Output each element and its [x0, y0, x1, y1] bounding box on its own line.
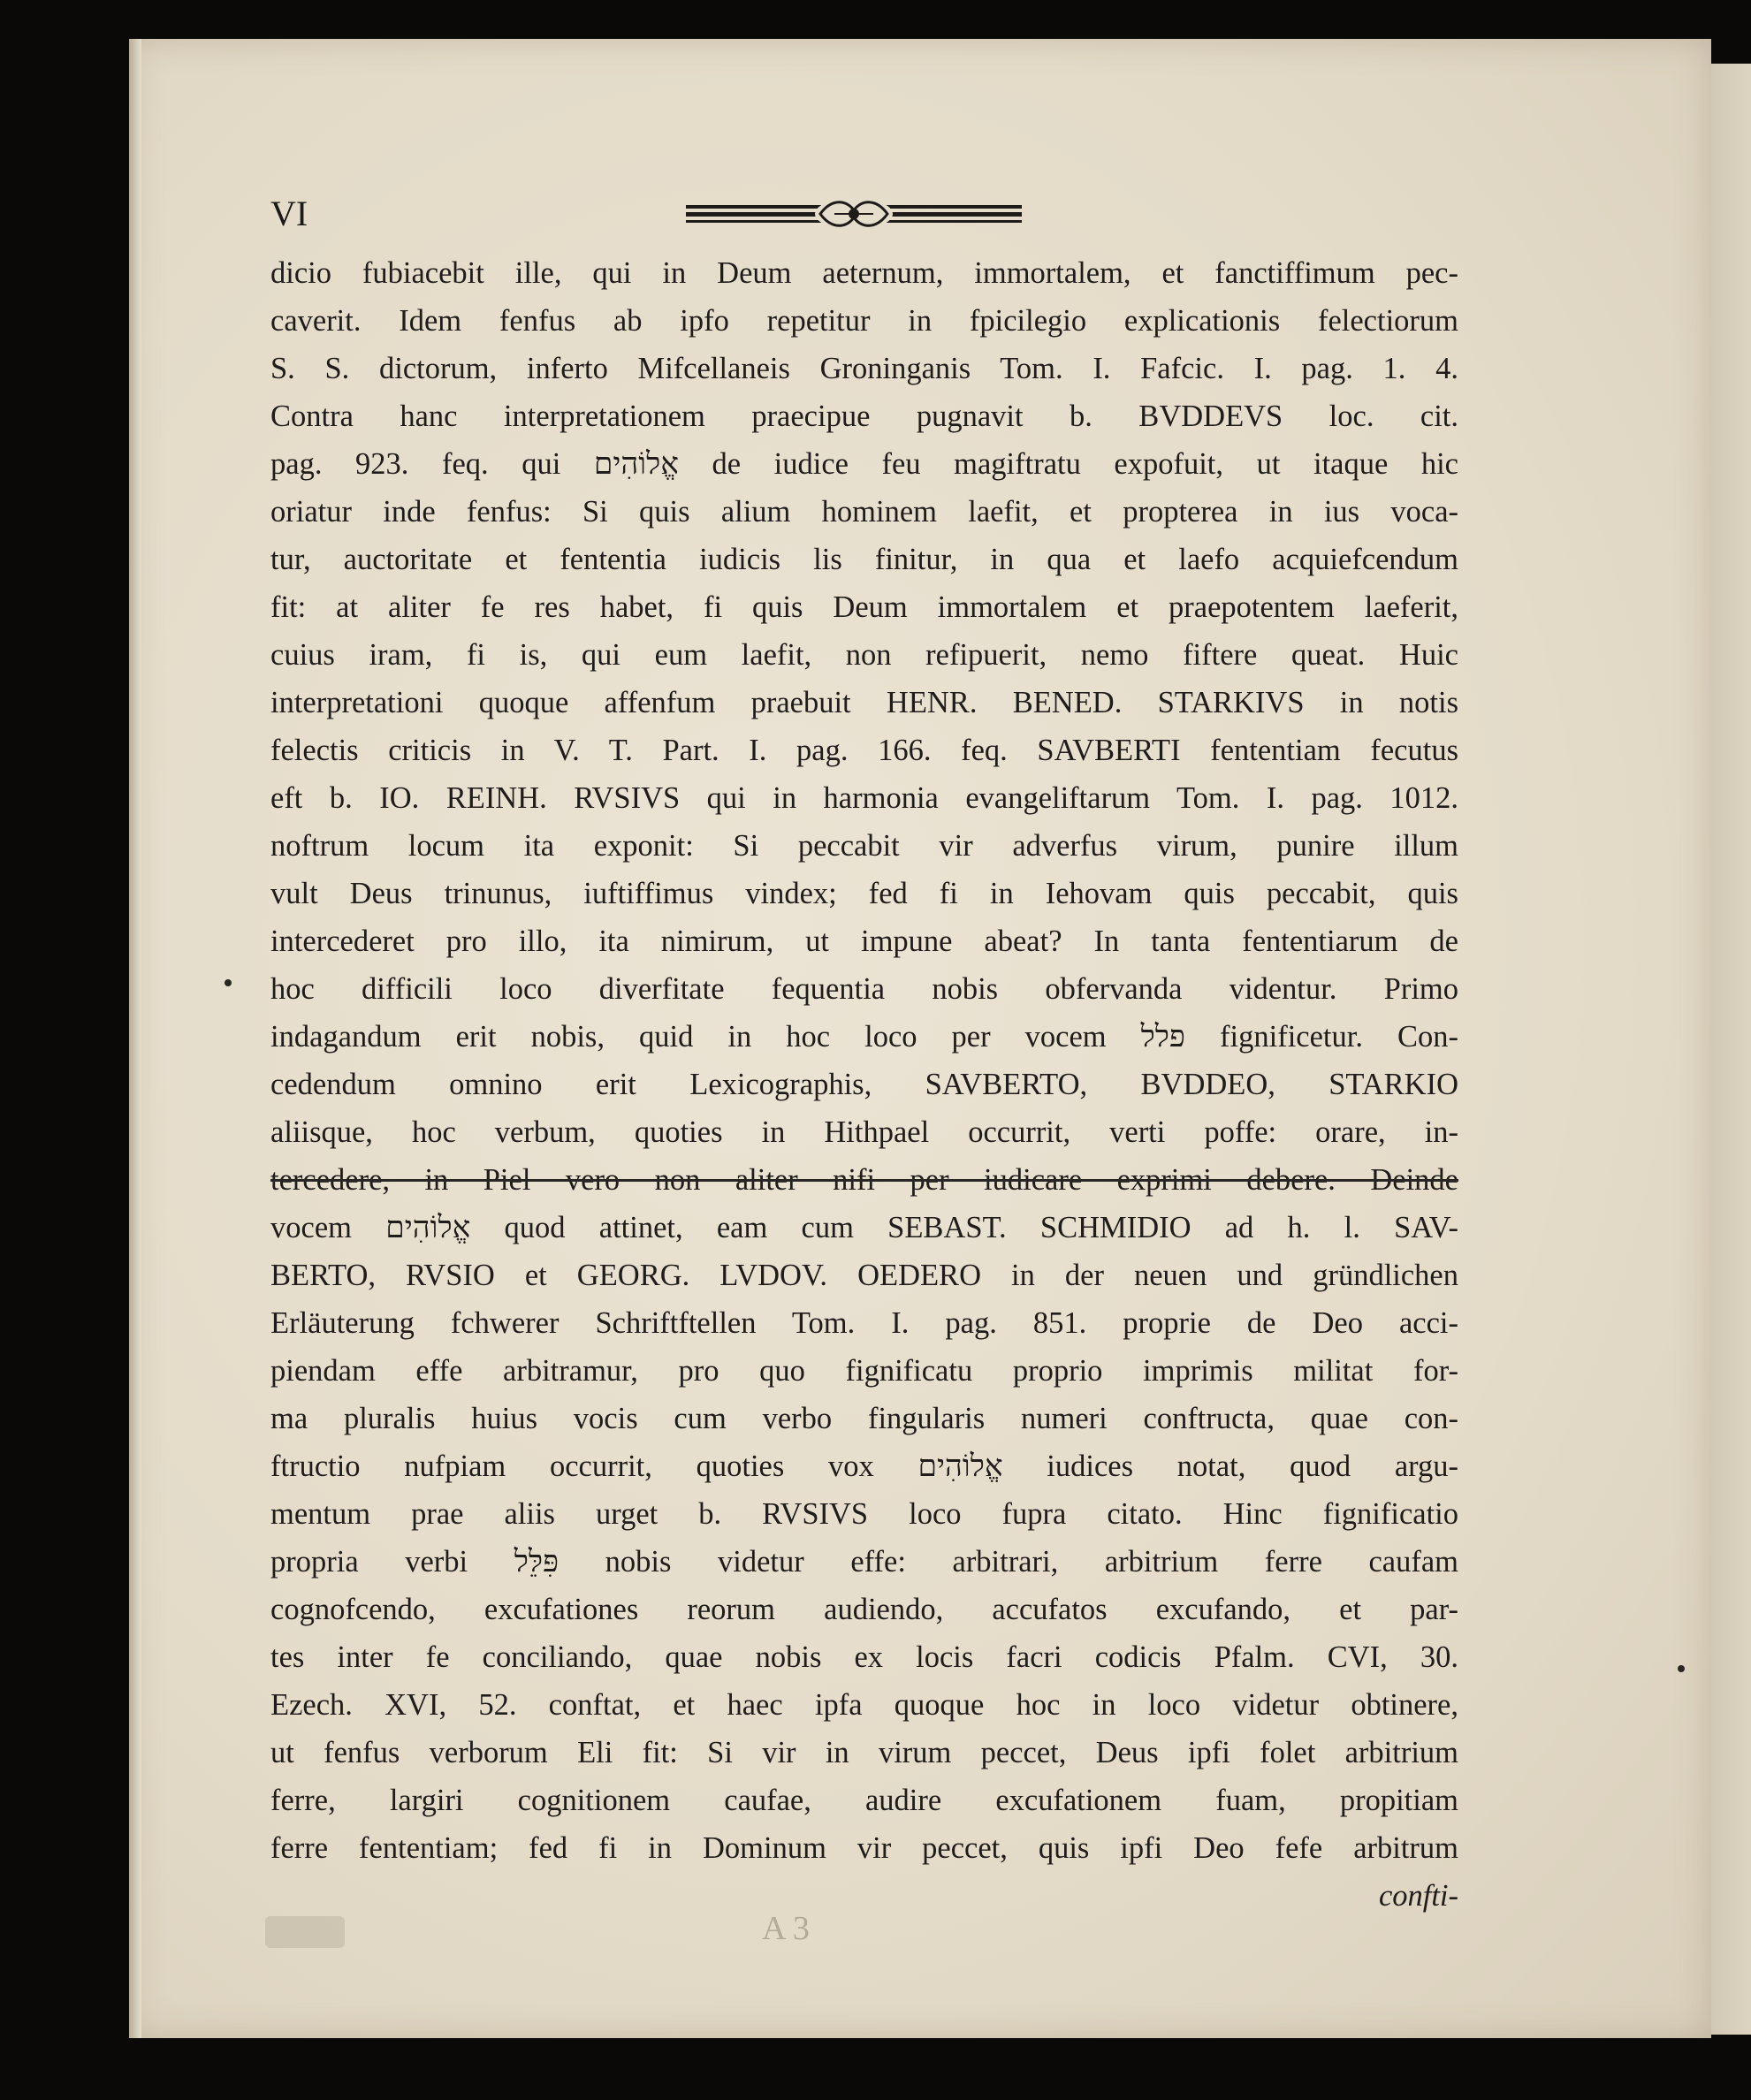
- catchword-line: [270, 1872, 1458, 1920]
- text-line: vocem אֱלוֹהִים quod attinet, eam cum SEBAST. SCHMIDIO ad h. l. SAV-: [270, 1211, 1458, 1244]
- library-stamp: [265, 1916, 345, 1948]
- text-line: mentum prae aliis urget b. RVSIVS loco fupra citato. Hinc fignificatio: [270, 1497, 1458, 1531]
- text-line: aliisque, hoc verbum, quoties in Hithpael occurrit, verti poffe: orare, in-: [270, 1115, 1458, 1149]
- text-line: oriatur inde fenfus: Si quis alium hominem laefit, et propterea in ius voca-: [270, 495, 1458, 529]
- text-line: ferre, largiri cognitionem caufae, audire excufationem fuam, propitiam: [270, 1784, 1458, 1817]
- text-line: ut fenfus verborum Eli fit: Si vir in virum peccet, Deus ipfi folet arbitrium: [270, 1736, 1458, 1769]
- catchword: confti-: [1378, 1879, 1458, 1913]
- text-line: cuius iram, fi is, qui eum laefit, non refipuerit, nemo fiftere queat. Huic: [270, 638, 1458, 672]
- text-line: vult Deus trinunus, iuftiffimus vindex; fed fi in Iehovam quis peccabit, quis: [270, 877, 1458, 910]
- folio-number: VI: [270, 194, 308, 233]
- text-line: indagandum erit nobis, quid in hoc loco per vocem פלל fignificetur. Con-: [270, 1020, 1458, 1054]
- ink-spot: [225, 979, 232, 986]
- text-line: interpretationi quoque affenfum praebuit HENR. BENED. STARKIVS in notis: [270, 686, 1458, 719]
- text-line: S. S. dictorum, inferto Mifcellaneis Groninganis Tom. I. Fafcic. I. pag. 1. 4.: [270, 352, 1458, 385]
- signature-mark: A 3: [762, 1910, 810, 1947]
- text-line: piendam effe arbitramur, pro quo fignificatu proprio imprimis militat for-: [270, 1354, 1458, 1388]
- text-line: ma pluralis huius vocis cum verbo fingularis numeri conftructa, quae con-: [270, 1402, 1458, 1435]
- text-line: intercederet pro illo, ita nimirum, ut impune abeat? In tanta fententiarum de: [270, 924, 1458, 958]
- text-line: noftrum locum ita exponit: Si peccabit vir adverfus virum, punire illum: [270, 829, 1458, 863]
- ink-spot: [1678, 1665, 1685, 1672]
- text-line: Erläuterung fchwerer Schriftftellen Tom. I. pag. 851. proprie de Deo acci-: [270, 1306, 1458, 1340]
- text-line: pag. 923. feq. qui אֱלוֹהִים de iudice feu magiftratu expofuit, ut itaque hic: [270, 447, 1458, 481]
- text-line: tes inter fe conciliando, quae nobis ex locis facri codicis Pfalm. CVI, 30.: [270, 1640, 1458, 1674]
- text-line: propria verbi פִּלֵּל nobis videtur effe: arbitrari, arbitrium ferre caufam: [270, 1545, 1458, 1579]
- header-ornament-icon: [686, 194, 1022, 233]
- text-line: tur, auctoritate et fententia iudicis lis finitur, in qua et laefo acquiefcendum: [270, 543, 1458, 576]
- text-line: fit: at aliter fe res habet, fi quis Deum immortalem et praepotentem laeferit,: [270, 590, 1458, 624]
- text-line: dicio fubiacebit ille, qui in Deum aeternum, immortalem, et fanctiffimum pec-: [270, 256, 1458, 290]
- text-line: caverit. Idem fenfus ab ipfo repetitur in fpicilegio explicationis felectiorum: [270, 304, 1458, 338]
- text-line: Ezech. XVI, 52. conftat, et haec ipfa quoque hoc in loco videtur obtinere,: [270, 1688, 1458, 1722]
- text-line: eft b. IO. REINH. RVSIVS qui in harmonia evangeliftarum Tom. I. pag. 1012.: [270, 781, 1458, 815]
- body-text: [270, 249, 1458, 1920]
- text-line: cedendum omnino erit Lexicographis, SAVBERTO, BVDDEO, STARKIO: [270, 1068, 1458, 1101]
- text-line-struck: tercedere, in Piel vero non aliter nifi per iudicare exprimi debere. Deinde: [270, 1163, 1458, 1197]
- text-line: ferre fententiam; fed fi in Dominum vir peccet, quis ipfi Deo fefe arbitrum: [270, 1831, 1458, 1865]
- text-line: hoc difficili loco diverfitate fequentia nobis obfervanda videntur. Primo: [270, 972, 1458, 1006]
- page-header: [270, 193, 1458, 237]
- page-edge-shadow: [129, 39, 141, 2038]
- text-line: cognofcendo, excufationes reorum audiendo, accufatos excufando, et par-: [270, 1593, 1458, 1626]
- text-line: felectis criticis in V. T. Part. I. pag. 166. feq. SAVBERTI fententiam fecutus: [270, 734, 1458, 767]
- text-line: ftructio nufpiam occurrit, quoties vox אֱלוֹהִים iudices notat, quod argu-: [270, 1449, 1458, 1483]
- text-line: Contra hanc interpretationem praecipue pugnavit b. BVDDEVS loc. cit.: [270, 399, 1458, 433]
- text-line: BERTO, RVSIO et GEORG. LVDOV. OEDERO in der neuen und gründlichen: [270, 1259, 1458, 1292]
